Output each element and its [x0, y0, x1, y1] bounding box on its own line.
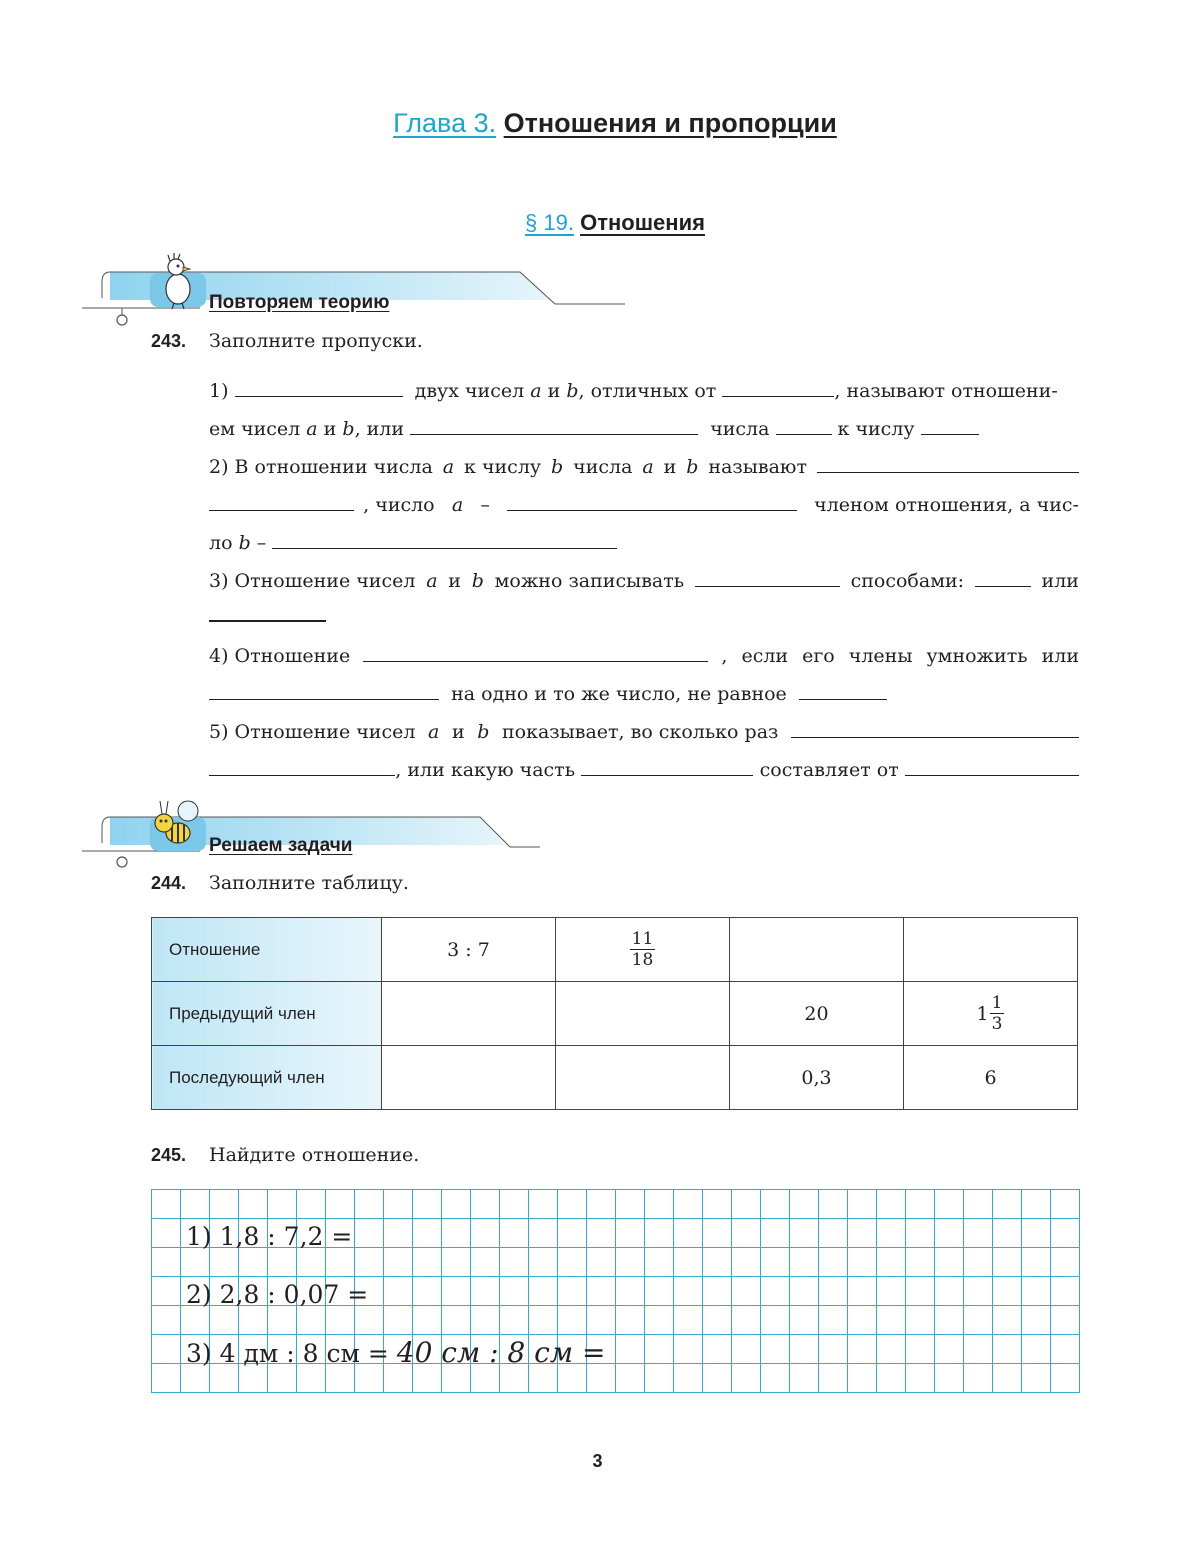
printed-expression: 1) 1,8 : 7,2 =: [186, 1222, 353, 1251]
item-2-line-1: [209, 448, 1079, 486]
denominator: 18: [631, 950, 654, 970]
row-header: Последующий член: [152, 1046, 382, 1110]
table-row: [152, 918, 1078, 982]
fraction: [630, 929, 656, 970]
item-4-line-1: [209, 637, 1079, 675]
text: –: [480, 494, 490, 516]
blank[interactable]: [272, 528, 617, 549]
blank[interactable]: [507, 490, 797, 511]
var-b: b: [551, 456, 564, 478]
blank[interactable]: [905, 755, 1079, 776]
item-1-line-2: [209, 410, 1079, 448]
bee-icon: [148, 797, 210, 855]
item-5-line-1: [209, 713, 1079, 751]
text: , или какую часть: [395, 759, 576, 781]
mixed-number: [977, 993, 1005, 1034]
printed-expression: 3) 4 дм : 8 см =: [186, 1339, 389, 1368]
text: к числу: [464, 456, 542, 478]
table-row: [152, 1046, 1078, 1110]
text: , если его члены умножить или: [721, 645, 1079, 667]
var-a: a: [428, 721, 440, 743]
blank[interactable]: [975, 566, 1031, 587]
whole-part: 1: [976, 1002, 989, 1025]
text: ло: [209, 532, 233, 554]
item-2-line-2: [209, 486, 1079, 524]
blank[interactable]: [817, 452, 1079, 473]
text: составляет от: [759, 759, 899, 781]
task-243-number: 243.: [151, 331, 187, 351]
blank[interactable]: [722, 376, 834, 397]
blank[interactable]: [235, 376, 403, 397]
task-243-text: Заполните пропуски.: [209, 330, 423, 352]
text: , отличных от: [578, 380, 717, 402]
text: к числу: [837, 418, 915, 440]
text: или: [1041, 570, 1079, 592]
blank[interactable]: [921, 414, 979, 435]
tasks-banner-title: Решаем задачи: [209, 835, 353, 856]
printed-expression: 2) 2,8 : 0,07 =: [186, 1280, 369, 1309]
text: и: [547, 380, 561, 402]
item-2-line-3: [209, 524, 1079, 562]
theory-banner-title: Повторяем теорию: [209, 292, 390, 313]
blank[interactable]: [410, 414, 698, 435]
var-b: b: [471, 570, 484, 592]
table-cell: [556, 918, 730, 982]
text: и: [448, 570, 461, 592]
blank[interactable]: [209, 755, 395, 776]
ratio-table: [151, 917, 1078, 1110]
var-b: b: [686, 456, 699, 478]
blank[interactable]: [209, 679, 439, 700]
text: , называют отношени-: [834, 380, 1058, 402]
item-1-line-1: [209, 372, 1079, 410]
text: двух чисел: [414, 380, 525, 402]
var-a: a: [451, 494, 464, 516]
blank[interactable]: [799, 679, 887, 700]
text: 2) В отношении числа: [209, 456, 433, 478]
blank[interactable]: [581, 755, 753, 776]
text: на одно и то же число, не равное: [451, 683, 787, 705]
numerator: 11: [631, 929, 654, 949]
handwritten-answer: 40 см : 8 см =: [396, 1336, 606, 1369]
text: и: [323, 418, 337, 440]
chapter-title: Отношения и пропорции: [503, 108, 837, 138]
table-cell[interactable]: [904, 918, 1078, 982]
text: показывает, во сколько раз: [501, 721, 779, 743]
text: 4) Отношение: [209, 645, 351, 667]
text: , или: [354, 418, 405, 440]
text: и: [451, 721, 465, 743]
var-a: a: [442, 456, 455, 478]
item-4-line-2: [209, 675, 1079, 713]
item-1-label: 1): [209, 380, 229, 402]
var-a: a: [306, 418, 318, 440]
item-3-line-2: [209, 600, 1079, 638]
numerator: 1: [991, 993, 1003, 1013]
blank[interactable]: [695, 566, 840, 587]
text: способами:: [850, 570, 965, 592]
table-cell: 0,3: [730, 1046, 904, 1110]
text: , число: [363, 494, 435, 516]
text: членом отношения, а чис-: [814, 494, 1079, 516]
var-a: a: [530, 380, 542, 402]
text: 5) Отношение чисел: [209, 721, 416, 743]
var-b: b: [238, 532, 251, 554]
table-cell[interactable]: [382, 1046, 556, 1110]
text: числа: [573, 456, 633, 478]
text: можно записывать: [494, 570, 685, 592]
item-3-line-1: [209, 562, 1079, 600]
chapter-number: Глава 3.: [393, 108, 497, 138]
blank[interactable]: [776, 414, 832, 435]
text: 3) Отношение чисел: [209, 570, 416, 592]
denominator: 3: [991, 1014, 1003, 1034]
item-5-line-2: [209, 751, 1079, 789]
ratio-line-1: [186, 1222, 352, 1251]
text: –: [256, 532, 267, 554]
task-244-number: 244.: [151, 873, 187, 893]
text: называют: [708, 456, 807, 478]
row-header: Отношение: [152, 918, 382, 982]
var-b: b: [477, 721, 490, 743]
section-number: § 19.: [525, 210, 574, 235]
task-245-number: 245.: [151, 1145, 187, 1165]
blank[interactable]: [791, 717, 1079, 738]
ratio-line-3: [186, 1336, 605, 1369]
ratio-line-2: [186, 1280, 368, 1309]
blank[interactable]: [363, 641, 708, 662]
page-number: 3: [592, 1451, 603, 1471]
section-title: Отношения: [580, 210, 705, 235]
task-245-text: Найдите отношение.: [209, 1144, 420, 1166]
task-244-text: Заполните таблицу.: [209, 872, 409, 894]
text: ем чисел: [209, 418, 301, 440]
task-243-items: [209, 372, 1079, 789]
var-b: b: [342, 418, 355, 440]
table-cell[interactable]: [556, 1046, 730, 1110]
chapter-heading: [0, 108, 1200, 139]
row-header: Предыдущий член: [152, 982, 382, 1046]
fraction: [990, 993, 1005, 1034]
table-cell: 20: [730, 982, 904, 1046]
var-b: b: [566, 380, 579, 402]
bird-icon: [148, 253, 210, 311]
section-heading: [0, 210, 1200, 236]
var-a: a: [426, 570, 438, 592]
table-cell[interactable]: [730, 918, 904, 982]
table-cell[interactable]: [556, 982, 730, 1046]
table-row: [152, 982, 1078, 1046]
table-cell[interactable]: [382, 982, 556, 1046]
text: и: [663, 456, 677, 478]
var-a: a: [642, 456, 654, 478]
blank[interactable]: [209, 490, 354, 511]
blank[interactable]: [209, 600, 326, 622]
table-cell: [904, 982, 1078, 1046]
text: числа: [710, 418, 770, 440]
table-cell: 3 : 7: [382, 918, 556, 982]
table-cell: 6: [904, 1046, 1078, 1110]
